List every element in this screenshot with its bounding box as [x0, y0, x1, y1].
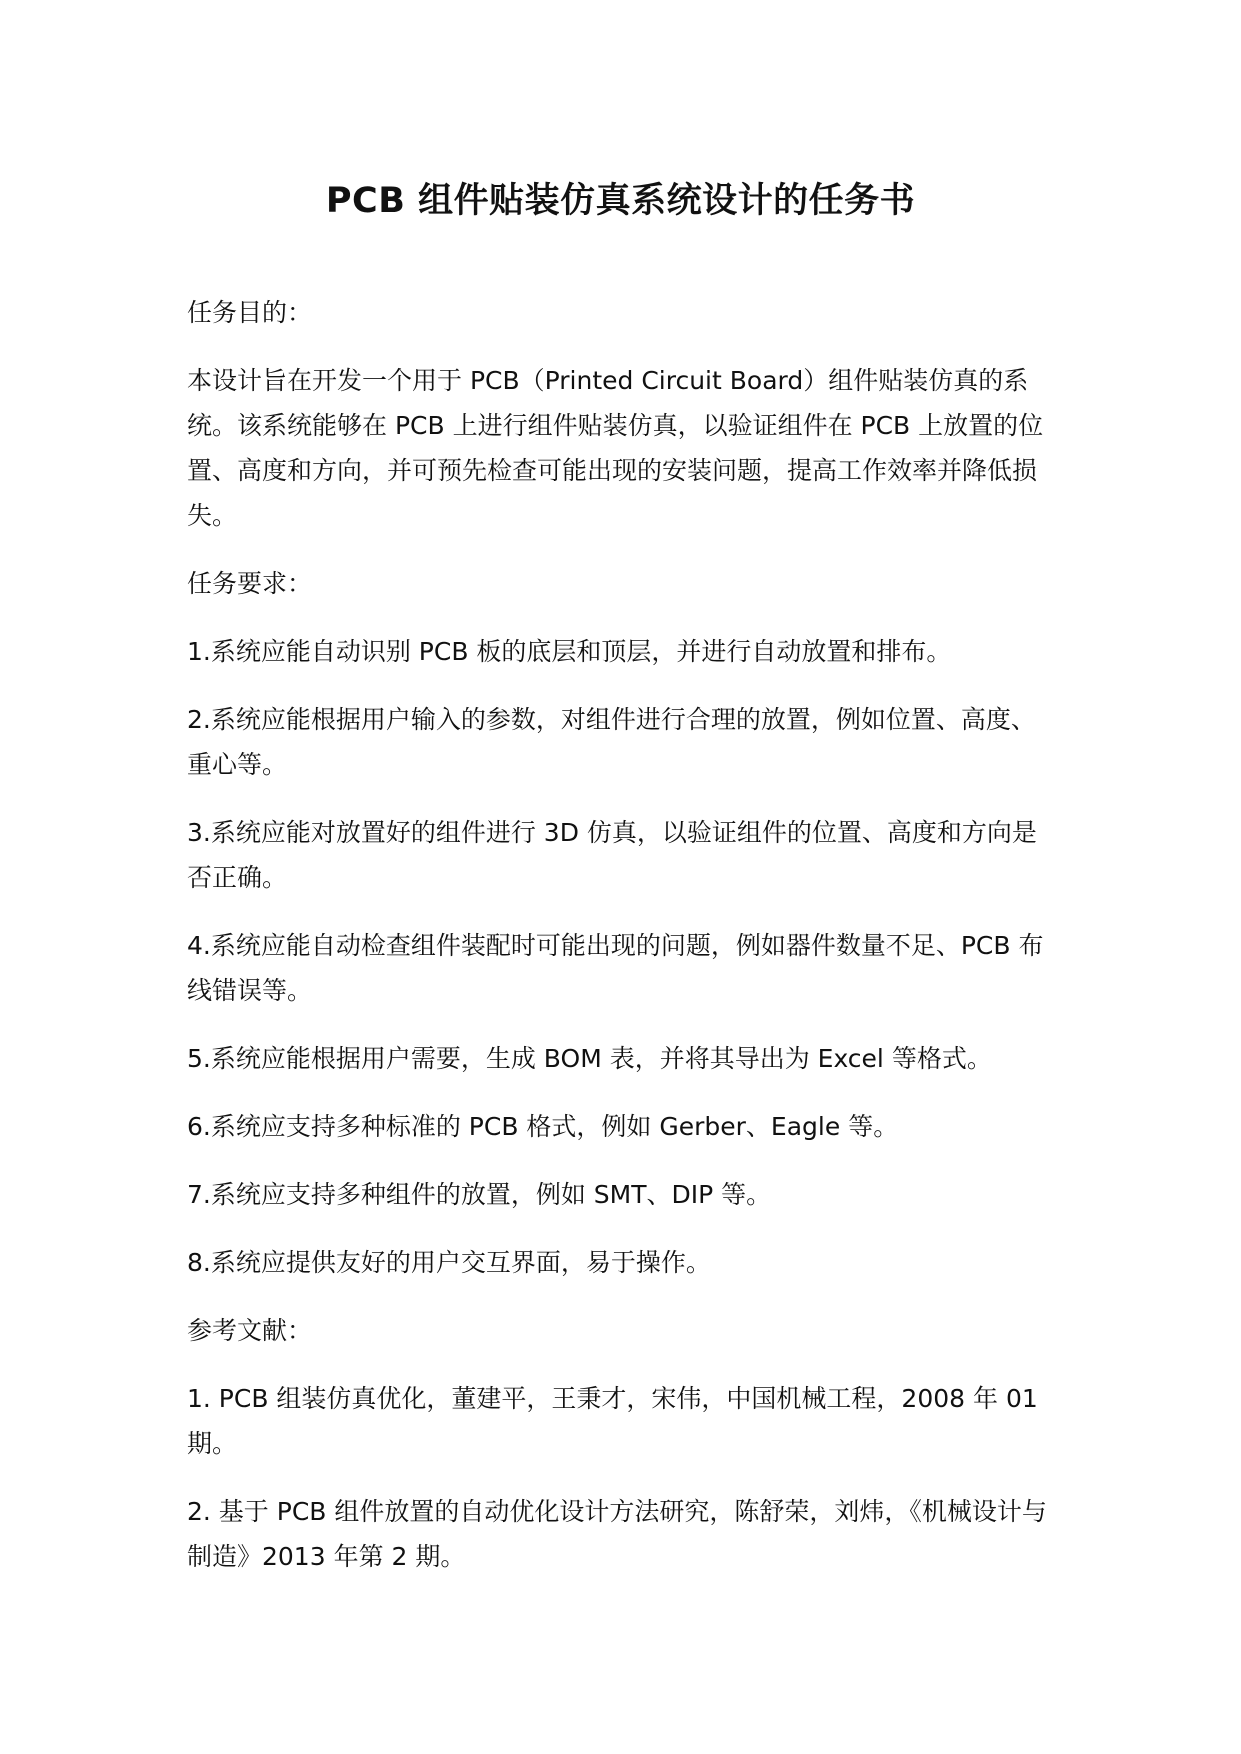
- objective-paragraph: 本设计旨在开发一个用于 PCB（Printed Circuit Board）组件贴装仿真的系统。该系统能够在 PCB 上进行组件贴装仿真，以验证组件在 PCB 上放置的位置、高度和方向，并可预先检查可能出现的安装问题，提高工作效率并降低损失。: [187, 366, 1044, 530]
- requirements-heading: 任务要求：: [187, 569, 313, 598]
- document-title: PCB 组件贴装仿真系统设计的任务书: [325, 181, 916, 221]
- requirement-item: 8.系统应提供友好的用户交互界面，易于操作。: [187, 1248, 711, 1277]
- requirement-item: 1.系统应能自动识别 PCB 板的底层和顶层，并进行自动放置和排布。: [187, 637, 952, 666]
- references-heading: 参考文献：: [187, 1316, 313, 1345]
- requirement-item: 4.系统应能自动检查组件装配时可能出现的问题，例如器件数量不足、PCB 布线错误等。: [187, 931, 1044, 1005]
- reference-item: 1. PCB 组装仿真优化，董建平，王秉才，宋伟，中国机械工程，2008 年 01 期。: [187, 1384, 1038, 1458]
- requirement-item: 2.系统应能根据用户输入的参数，对组件进行合理的放置，例如位置、高度、重心等。: [187, 705, 1036, 779]
- document-body: [187, 290, 1057, 1602]
- requirement-item: 3.系统应能对放置好的组件进行 3D 仿真，以验证组件的位置、高度和方向是否正确。: [187, 818, 1037, 892]
- requirement-item: 6.系统应支持多种标准的 PCB 格式，例如 Gerber、Eagle 等。: [187, 1112, 899, 1141]
- requirement-item: 7.系统应支持多种组件的放置，例如 SMT、DIP 等。: [187, 1180, 772, 1209]
- reference-item: 2. 基于 PCB 组件放置的自动优化设计方法研究，陈舒荣，刘炜，《机械设计与制造》2013 年第 2 期。: [187, 1497, 1047, 1571]
- objective-heading: 任务目的：: [187, 298, 313, 327]
- requirement-item: 5.系统应能根据用户需要，生成 BOM 表，并将其导出为 Excel 等格式。: [187, 1044, 992, 1073]
